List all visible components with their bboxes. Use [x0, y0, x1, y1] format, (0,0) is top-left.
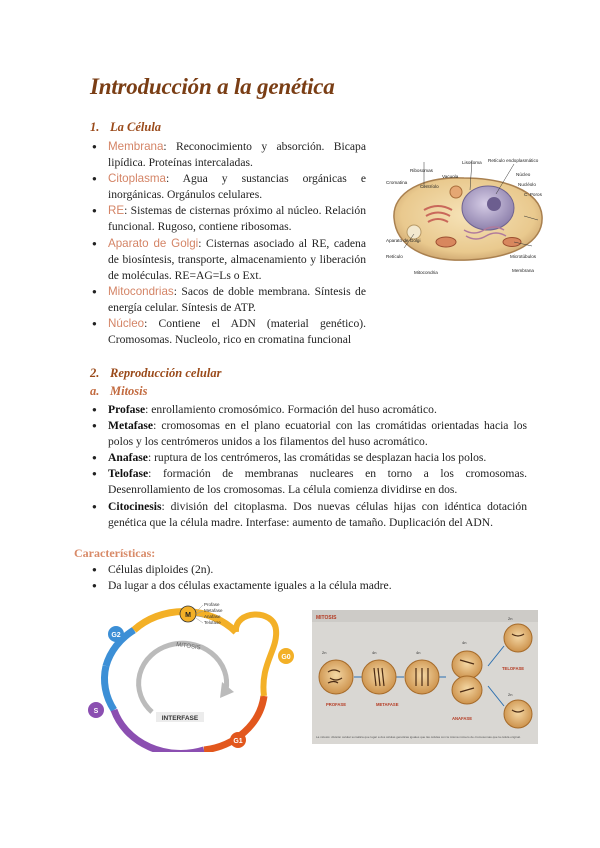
section-number: 2.	[90, 366, 100, 380]
cell-ploidy-label: 2n	[322, 650, 327, 655]
characteristics-list	[90, 562, 527, 594]
section-number: 1.	[90, 120, 100, 134]
list-item-term: Citocinesis	[108, 499, 162, 513]
stage-label-metaphase: METAFASE	[376, 702, 399, 707]
phase-label: M	[185, 612, 191, 619]
cell-telophase-bottom	[504, 700, 532, 728]
cell-ploidy-label: 2n	[508, 692, 513, 697]
list-item-term: Anafase	[108, 451, 148, 465]
cell-label: Vacuola	[442, 174, 459, 179]
list-item-separator: :	[148, 467, 163, 481]
list-item-text: Da lugar a dos células exactamente iguales a la célula madre.	[108, 579, 392, 593]
section-heading-reproduction	[90, 366, 221, 381]
cell-label: Retículo	[386, 254, 403, 259]
cycle-g0-loop	[236, 614, 276, 696]
cell-ploidy-label: 4n	[462, 640, 467, 645]
list-item-term: Telofase	[108, 467, 149, 481]
nucleolus	[487, 197, 501, 211]
list-item-separator: :	[147, 451, 155, 465]
cell-label: Nucléolo	[518, 182, 536, 187]
mitosis-label: MITOSIS	[175, 642, 201, 652]
stage-label-telophase: TELOFASE	[502, 666, 525, 671]
cell-label: Lisosoma	[462, 160, 482, 165]
phase-label: G0	[281, 654, 291, 661]
list-item	[90, 450, 527, 466]
mitosis-figure-header	[312, 610, 538, 622]
section-heading-cell	[90, 120, 161, 135]
page-title: Introducción a la genética	[90, 74, 335, 99]
stage-label-anaphase: ANAFASE	[452, 716, 473, 721]
cell-label: Membrana	[512, 268, 534, 273]
cell-organelles-list	[90, 139, 366, 348]
subsection-letter: a.	[90, 384, 100, 398]
list-item-separator: :	[145, 403, 152, 416]
cell-ploidy-label: 2n	[508, 616, 513, 621]
list-item	[90, 578, 527, 594]
cell-ploidy-label: 4n	[416, 650, 421, 655]
list-item-text: división del citoplasma. Dos nuevas células hijas con idéntica dotación genética que la célula madre. Interfase: aumento de tamaño. Duplicación del ADN.	[108, 499, 527, 529]
list-item-text: enrollamiento cromosómico. Formación del huso acromático.	[151, 403, 437, 416]
mitosis-caption: La mitosis: división celular somática que lugar a dos células genéticas iguales que las células con la misma número de cromosomas que la célula original.	[316, 735, 521, 739]
mitosis-figure-header-label: MITOSIS	[316, 615, 337, 621]
cell-label: Microtúbulos	[510, 254, 537, 259]
subsection-title: Mitosis	[110, 384, 148, 398]
cell-label: Ribosomas	[410, 168, 433, 173]
stage-label-prophase: PROFASE	[326, 702, 347, 707]
list-item-term: Aparato de Golgi	[108, 236, 199, 250]
list-item-separator: :	[144, 317, 159, 331]
list-item-separator: :	[161, 499, 171, 513]
cycle-inner-arrow	[139, 643, 227, 712]
cycle-arc-g2	[104, 666, 114, 710]
list-item	[90, 499, 527, 531]
list-item	[90, 316, 366, 348]
cell-anaphase-top	[452, 651, 482, 679]
list-item	[90, 236, 366, 284]
mitochondria	[436, 237, 456, 247]
list-item-term: Metafase	[108, 419, 154, 433]
cell-label: Mitocondria	[414, 270, 438, 275]
list-item-separator: :	[163, 140, 176, 153]
subphase-label: Telofase	[204, 620, 221, 625]
section-title: La Célula	[110, 120, 162, 134]
list-item-term: Núcleo	[108, 317, 145, 331]
list-item-text: Sacos de doble membrana. Síntesis de energía celular. Síntesis de ATP.	[108, 284, 367, 314]
list-item-separator: :	[166, 172, 183, 186]
list-item-term: RE	[108, 204, 125, 218]
phase-label: G1	[233, 738, 243, 745]
list-item-term: Membrana	[108, 140, 164, 153]
list-item	[90, 466, 527, 498]
list-item-separator: :	[124, 204, 131, 218]
cell-label: Aparato de Golgi	[386, 238, 421, 243]
list-item-term: Mitocondrias	[108, 284, 174, 298]
list-item-text: Reconocimiento y absorción. Bicapa lipídica. Proteínas intercaladas.	[108, 140, 366, 170]
list-item	[90, 418, 527, 450]
list-item-text: formación de membranas nucleares en torno a los cromosomas. Desenrollamiento de los cromosomas. La célula comienza dividirse en dos.	[108, 467, 528, 497]
cell-label: Núcleo	[516, 172, 531, 177]
vacuole	[407, 225, 421, 239]
cell-prophase	[319, 660, 353, 694]
subphase-label: Profase	[204, 602, 220, 607]
subphase-label: Anafase	[204, 614, 221, 619]
mitosis-stages-figure	[312, 610, 538, 744]
list-item-term: Profase	[108, 403, 146, 416]
list-item	[90, 171, 366, 203]
list-item-text: Sistemas de cisternas próximo al núcleo. Relación funcional. Rugoso, contiene ribosomas.	[108, 204, 366, 234]
mitosis-phases-list	[90, 402, 527, 531]
list-item	[90, 139, 366, 171]
subsection-heading-mitosis	[90, 384, 148, 399]
list-item-text: Células diploides (2n).	[108, 563, 214, 576]
list-item	[90, 284, 366, 316]
list-item-term: Citoplasma	[108, 172, 166, 186]
list-item	[90, 203, 366, 235]
list-item-text: Agua y sustancias orgánicas e inorgánicas. Orgánulos celulares.	[108, 172, 366, 202]
list-item-text: Cisternas asociado al RE, cadena de biosíntesis, transporte, almacenamiento y liberación de moléculas. RE=AG=Ls o Ext.	[108, 236, 367, 282]
cell-ploidy-label: 4n	[372, 650, 377, 655]
phase-label: S	[93, 708, 99, 715]
subphase-label: Metafase	[204, 608, 223, 613]
phase-label: G2	[111, 632, 121, 639]
list-item	[90, 562, 527, 578]
cell-label: Retículo endoplasmático	[488, 158, 539, 163]
list-item-text: ruptura de los centrómeros, las cromátidas se desplazan hacia los polos.	[154, 451, 487, 465]
list-item-separator: :	[153, 419, 162, 433]
nucleus	[462, 186, 514, 230]
mitochondria-2	[503, 238, 521, 247]
cell-telophase-top	[504, 624, 532, 652]
lysosome	[450, 186, 462, 198]
section-title: Reproducción celular	[110, 366, 222, 380]
list-item-text: Contiene el ADN (material genético). Cromosomas. Nucleolo, rico en cromatina funcional	[108, 317, 367, 347]
cell-label: C. Poros	[524, 192, 542, 197]
list-item-separator: :	[173, 284, 182, 298]
interphase-label: INTERFASE	[161, 715, 199, 722]
cell-label: Centríolo	[420, 184, 439, 189]
characteristics-heading: Características:	[74, 546, 156, 560]
list-item	[90, 402, 527, 418]
list-item-text: cromosomas en el plano ecuatorial con las cromátidas orientadas hacia los polos y los centrómeros unidos a los filamentos del huso acromático.	[108, 419, 528, 449]
cell-cycle-diagram	[84, 600, 300, 752]
list-item-separator: :	[198, 236, 206, 250]
animal-cell-figure	[384, 150, 552, 280]
cell-label: Cromatina	[386, 180, 408, 185]
